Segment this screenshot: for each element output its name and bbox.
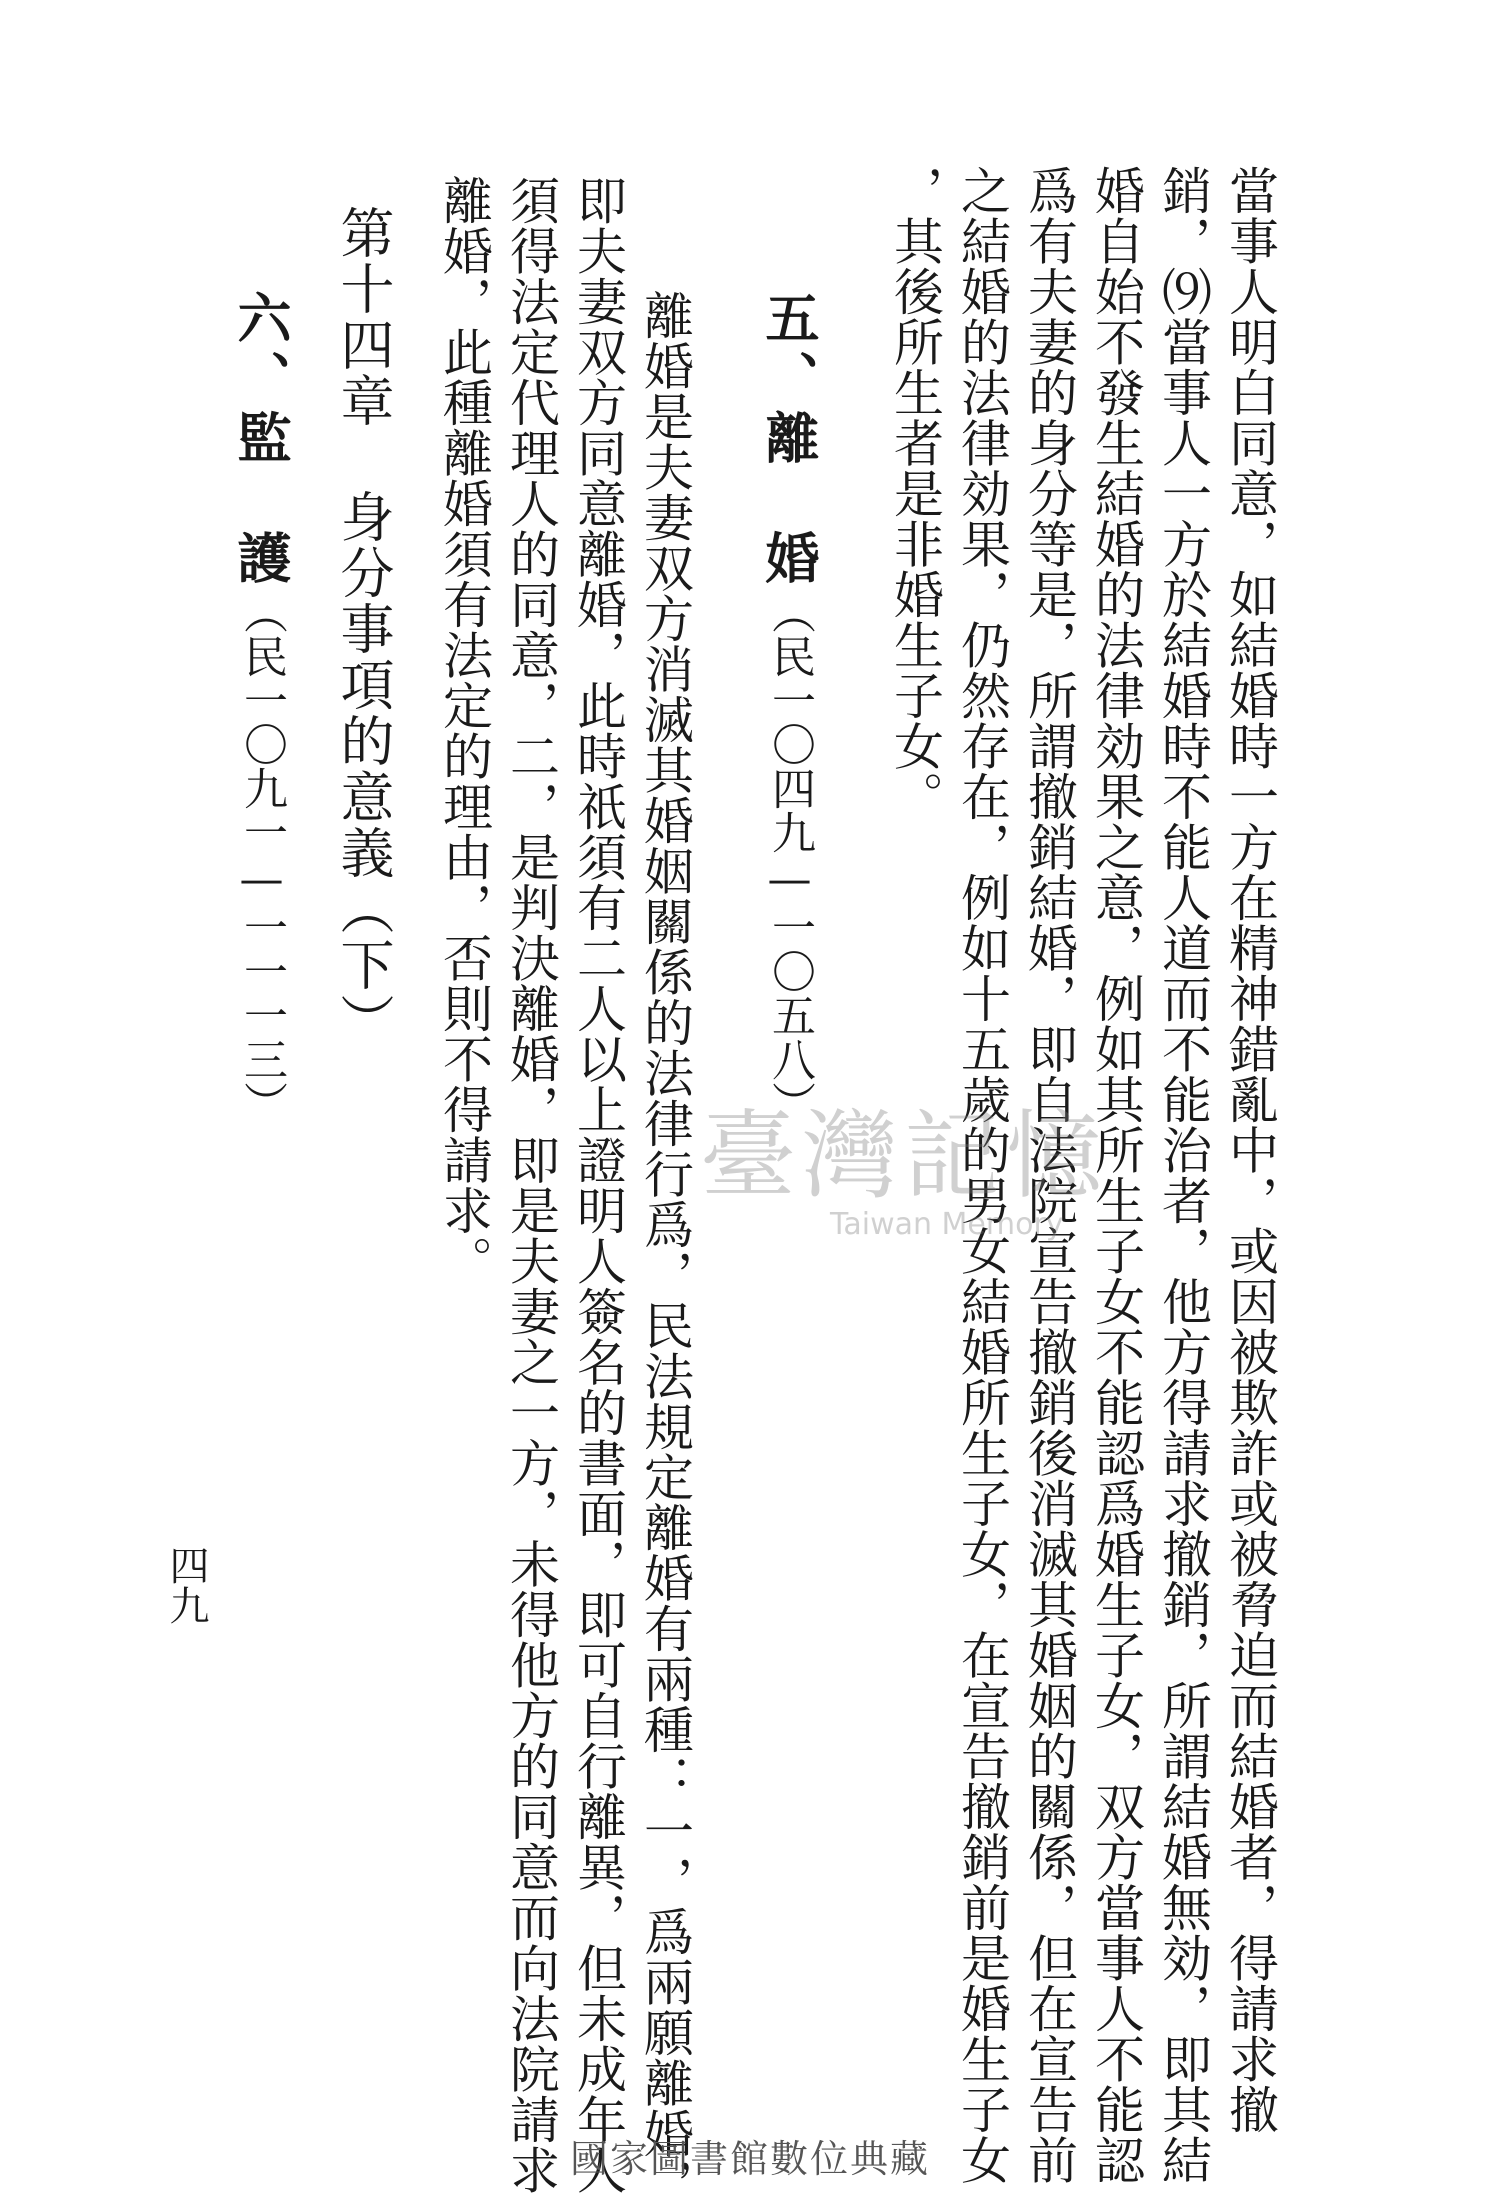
section-heading-ref: （民一〇九一—一一一三） bbox=[236, 590, 287, 1125]
text-column: 銷，⑼當事人一方於結婚時不能人道而不能治者，他方得請求撤銷，所謂結婚無効，即其結 bbox=[1154, 165, 1212, 2185]
chapter-title: 第十四章 bbox=[332, 205, 395, 429]
watermark-logo bbox=[700, 1080, 1260, 1280]
section-heading-ref: （民一〇四九—一〇五八） bbox=[764, 590, 815, 1125]
watermark-subtext: Taiwan Memory bbox=[830, 1207, 1064, 1242]
chapter-heading bbox=[332, 205, 395, 1049]
text-column: 離婚，此種離婚須有法定的理由，否則不得請求。 bbox=[435, 175, 493, 1286]
text-column: 須得法定代理人的同意，二，是判決離婚，即是夫妻之一方，未得他方的同意而向法院請求 bbox=[502, 175, 560, 2195]
chapter-subtitle: 身分事項的意義（下） bbox=[332, 489, 395, 1049]
footer-credit: 國家圖書館數位典藏 bbox=[569, 2137, 930, 2181]
text-column: 當事人明白同意，如結婚時一方在精神錯亂中，或因被欺詐或被脅迫而結婚者，得請求撤 bbox=[1221, 165, 1279, 2135]
watermark-text: 臺灣記憶 bbox=[700, 1100, 1108, 1212]
section-heading bbox=[757, 290, 821, 1125]
text-column: 即夫妻双方同意離婚，此時祇須有二人以上證明人簽名的書面，即可自行離異，但未成年人 bbox=[569, 175, 627, 2195]
section-heading bbox=[229, 290, 293, 1125]
text-column: 離婚是夫妻双方消滅其婚姻關係的法律行爲，民法規定離婚有兩種：一，爲兩願離婚， bbox=[636, 290, 694, 2209]
section-heading-title: 五、離 婚 bbox=[757, 290, 821, 590]
section-heading-title: 六、監 護 bbox=[229, 290, 293, 590]
text-column: ，其後所生者是非婚生子女。 bbox=[886, 165, 944, 822]
text-column: 婚自始不發生結婚的法律効果之意，例如其所生子女不能認爲婚生子女，双方當事人不能認 bbox=[1087, 165, 1145, 2185]
page-number: 四九 bbox=[163, 1545, 209, 1625]
text-column: 之結婚的法律効果，仍然存在，例如十五歲的男女結婚所生子女，在宣告撤銷前是婚生子女 bbox=[953, 165, 1011, 2185]
text-column: 爲有夫妻的身分等是，所謂撤銷結婚，即自法院宣告撤銷後消滅其婚姻的關係，但在宣告前 bbox=[1020, 165, 1078, 2185]
